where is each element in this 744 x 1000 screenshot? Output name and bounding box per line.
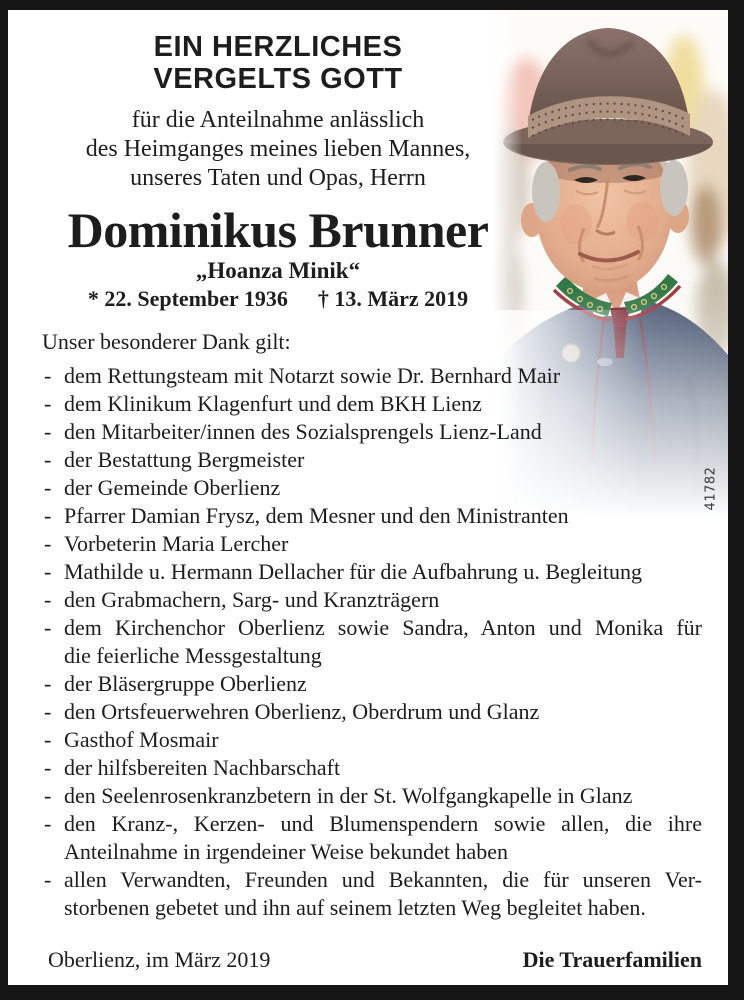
thanks-item-line: der Bestattung Bergmeister <box>64 447 305 472</box>
list-dash: - <box>44 531 52 556</box>
thanks-item <box>42 698 702 726</box>
thanks-heading: Unser besonderer Dank gilt: <box>42 329 291 354</box>
birth-date: * 22. September 1936 <box>87 286 288 311</box>
intro-line-3: unseres Taten und Opas, Herrn <box>130 165 426 191</box>
thanks-item-line: der hilfsbereiten Nachbarschaft <box>64 755 341 780</box>
thanks-item-line: den Seelenrosenkranzbetern in der St. Wolfgangkapelle in Glanz <box>64 783 633 808</box>
thanks-item-line: Mathilde u. Hermann Dellacher für die Aufbahrung u. Begleitung <box>64 559 642 584</box>
life-dates <box>18 286 538 312</box>
thanks-item <box>42 866 702 922</box>
thanks-item <box>42 390 702 418</box>
thanks-item-line: dem Rettungsteam mit Notarzt sowie Dr. Bernhard Mair <box>64 363 561 388</box>
thanks-item-line: der Bläsergruppe Oberlienz <box>64 671 307 696</box>
list-dash: - <box>44 699 52 724</box>
thanks-item <box>42 810 702 866</box>
list-dash: - <box>44 503 52 528</box>
headline-line2: VERGELTS GOTT <box>153 63 403 95</box>
list-dash: - <box>44 671 52 696</box>
footer <box>48 946 702 974</box>
list-dash: - <box>44 867 52 892</box>
thanks-item-line: Pfarrer Damian Frysz, dem Mesner und den Ministranten <box>64 503 569 528</box>
hair-right <box>660 160 688 216</box>
list-dash: - <box>44 363 52 388</box>
list-dash: - <box>44 447 52 472</box>
thanks-item-line: dem Kirchenchor Oberlienz sowie Sandra, Anton und Monika für <box>64 615 702 640</box>
list-dash: - <box>44 587 52 612</box>
thanks-list <box>42 362 702 922</box>
death-date: † 13. März 2019 <box>317 286 469 311</box>
list-dash: - <box>44 783 52 808</box>
list-dash: - <box>44 559 52 584</box>
thanks-item <box>42 502 702 530</box>
thanks-item-line: allen Verwandten, Freunden und Bekannten, die für unseren Ver- <box>64 867 702 892</box>
thanks-item-line: die feierliche Messgestaltung <box>64 643 322 668</box>
thanks-item-line: den Kranz-, Kerzen- und Blumenspendern sowie allen, die ihre <box>64 811 702 836</box>
thanks-item-line: storbenen gebetet und ihn auf seinem letzten Weg begleitet haben. <box>64 895 646 920</box>
thanks-section <box>42 328 702 922</box>
intro-paragraph <box>18 106 538 193</box>
list-dash: - <box>44 475 52 500</box>
thanks-item <box>42 530 702 558</box>
thanks-item-line: Vorbeterin Maria Lercher <box>64 531 289 556</box>
top-block <box>18 10 538 312</box>
list-dash: - <box>44 727 52 752</box>
obituary-page <box>8 10 728 985</box>
intro-line-2: des Heimganges meines lieben Mannes, <box>85 136 471 162</box>
thanks-item <box>42 418 702 446</box>
thanks-item-line: Anteilnahme in irgendeiner Weise bekundet haben <box>64 839 508 864</box>
thanks-item-line: den Grabmachern, Sarg- und Kranzträgern <box>64 587 440 612</box>
thanks-item <box>42 558 702 586</box>
deceased-name: Dominikus Brunner <box>67 202 489 258</box>
thanks-item <box>42 782 702 810</box>
thanks-item <box>42 726 702 754</box>
thanks-item <box>42 614 702 670</box>
thanks-item-line: Gasthof Mosmair <box>64 727 219 752</box>
list-dash: - <box>44 391 52 416</box>
thanks-item-line: dem Klinikum Klagenfurt und dem BKH Lienz <box>64 391 482 416</box>
thanks-item <box>42 362 702 390</box>
footer-place-date: Oberlienz, im März 2019 <box>48 947 271 972</box>
headline-line1: EIN HERZLICHES <box>153 31 403 63</box>
thanks-item <box>42 474 702 502</box>
deceased-nickname: „Hoanza Minik“ <box>195 258 361 283</box>
thanks-item-line: den Mitarbeiter/innen des Sozialsprengels Lienz-Land <box>64 419 542 444</box>
list-dash: - <box>44 615 52 640</box>
intro-line-1: für die Anteilnahme anlässlich <box>131 107 425 133</box>
list-dash: - <box>44 419 52 444</box>
thanks-item <box>42 670 702 698</box>
thanks-item <box>42 754 702 782</box>
list-dash: - <box>44 811 52 836</box>
footer-signature: Die Trauerfamilien <box>522 947 702 972</box>
thanks-item <box>42 446 702 474</box>
thanks-item-line: den Ortsfeuerwehren Oberlienz, Oberdrum und Glanz <box>64 699 540 724</box>
print-reference-number: 41782 <box>703 466 719 511</box>
thanks-item-line: der Gemeinde Oberlienz <box>64 475 281 500</box>
list-dash: - <box>44 755 52 780</box>
thanks-item <box>42 586 702 614</box>
